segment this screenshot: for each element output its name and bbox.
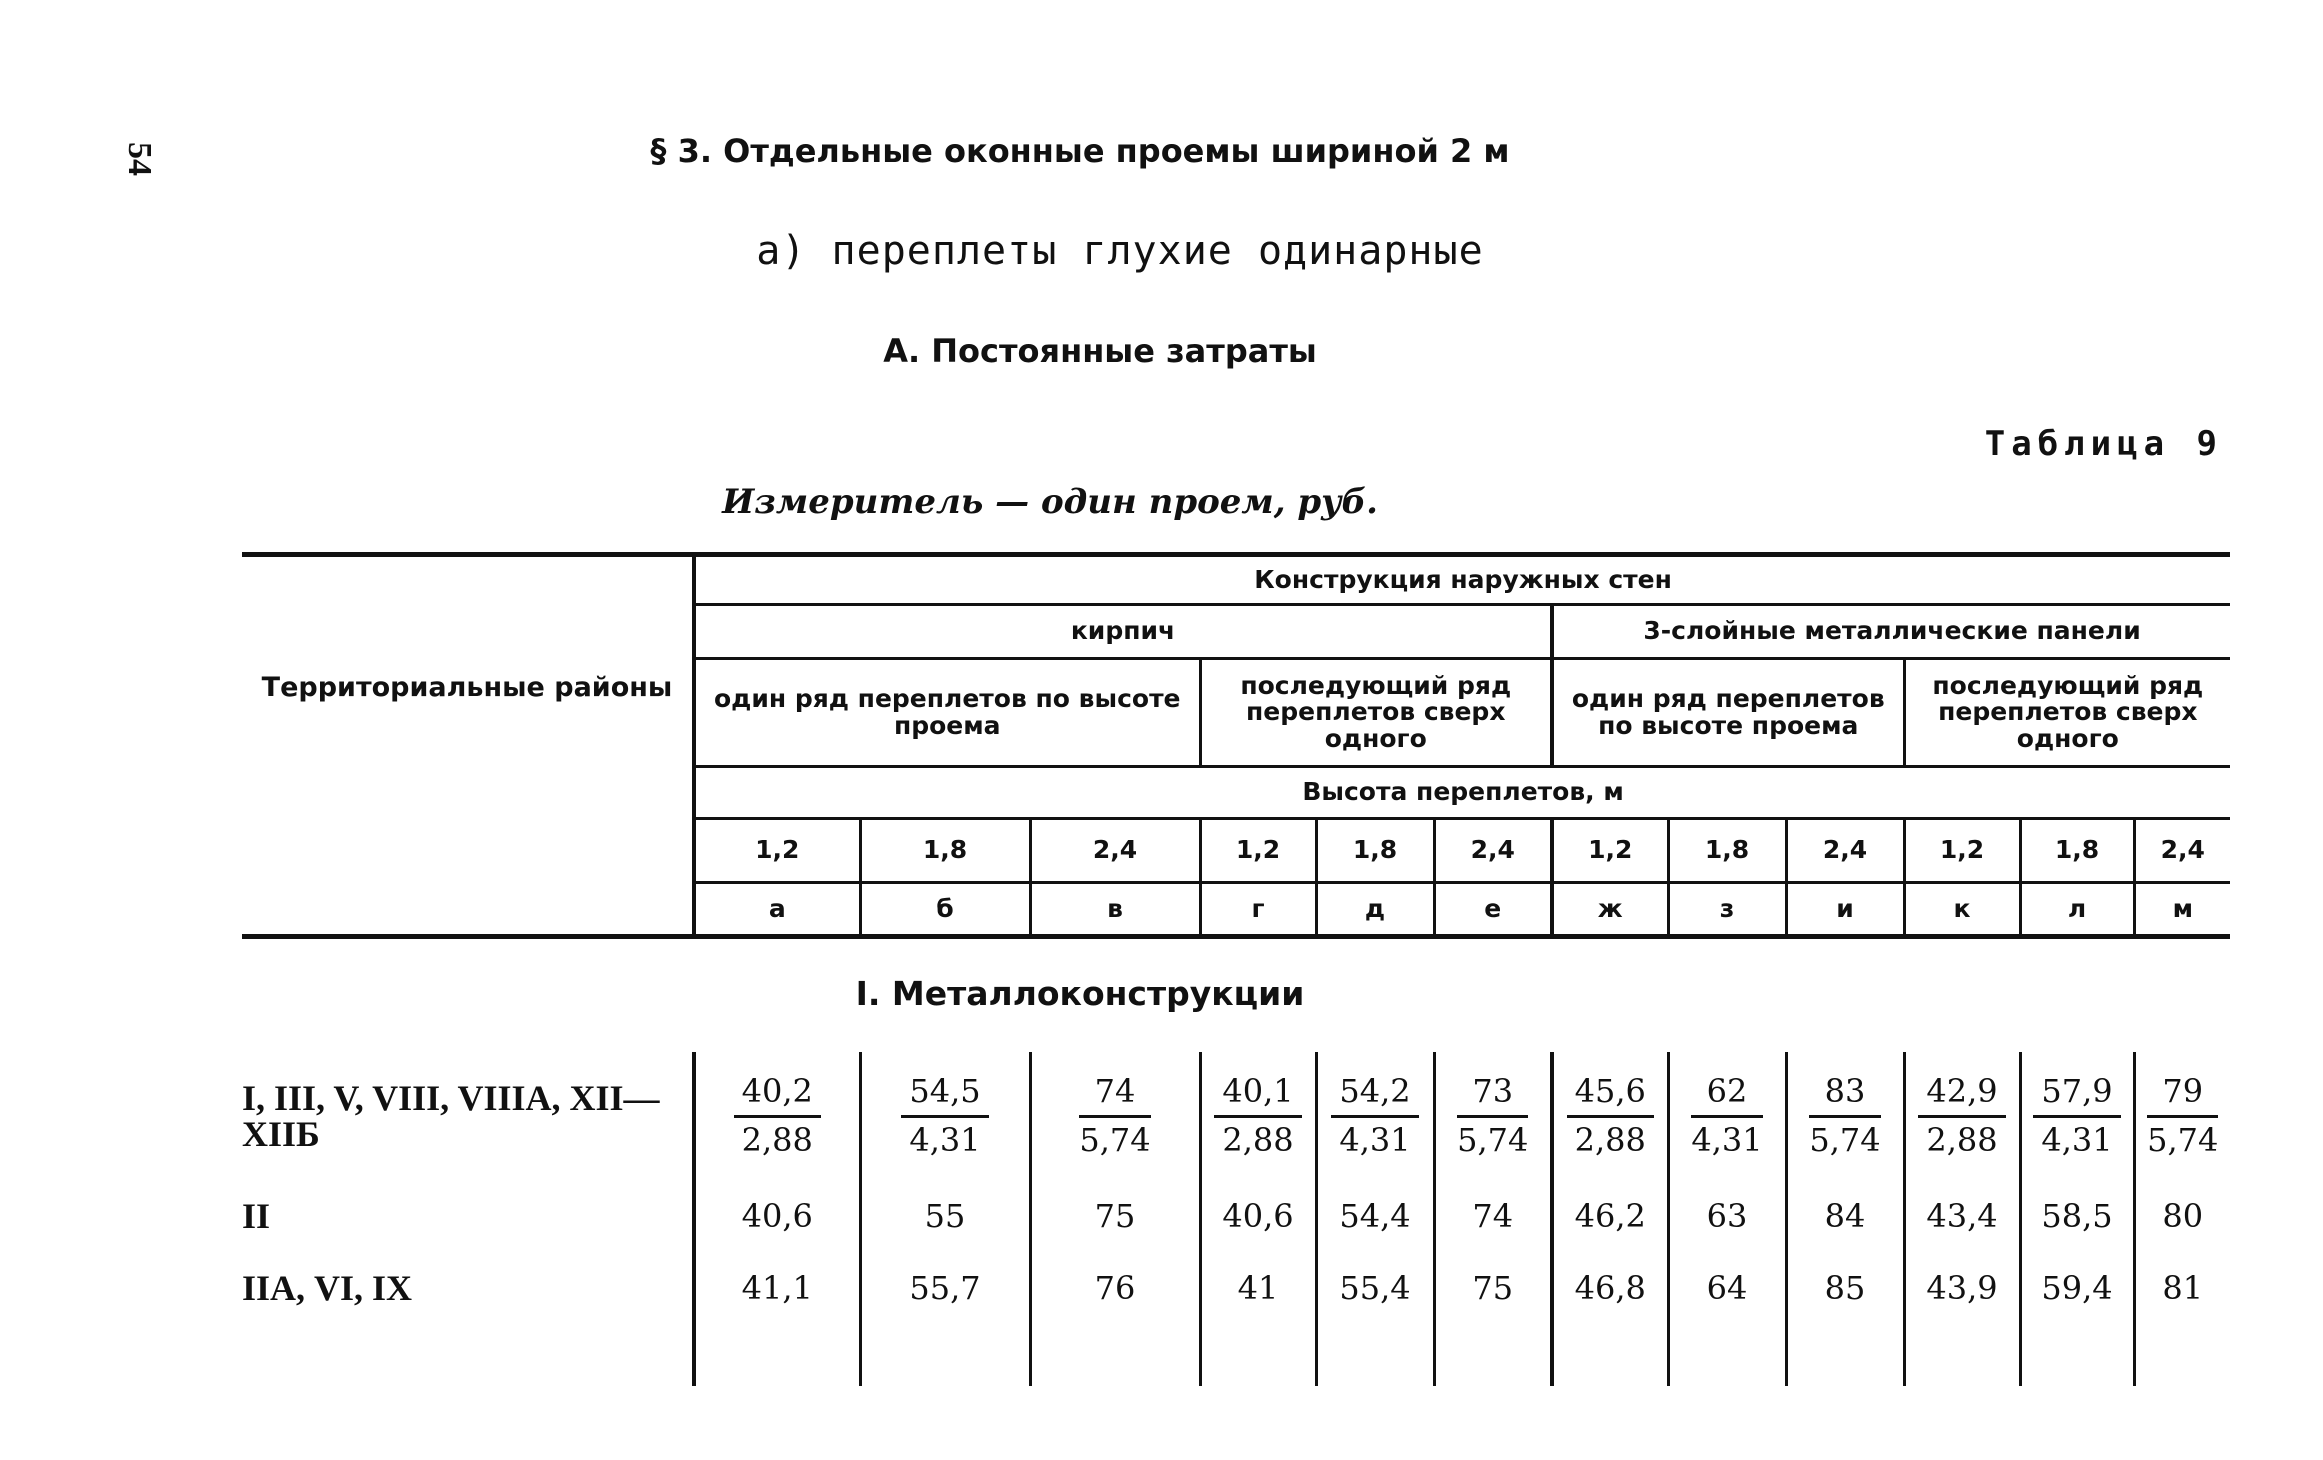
- value-cell: 46,8: [1552, 1252, 1668, 1324]
- letter-col-e: е: [1434, 883, 1552, 937]
- row-label: IIА, VI, IX: [242, 1252, 694, 1324]
- height-col-v: 2,4: [1030, 819, 1200, 883]
- value-cell: 75: [1030, 1180, 1200, 1252]
- value-cell: 55,4: [1316, 1252, 1434, 1324]
- value-cell: 40,6: [694, 1180, 860, 1252]
- letter-col-l: л: [2020, 883, 2134, 937]
- letter-col-z: з: [1668, 883, 1786, 937]
- letter-col-d: д: [1316, 883, 1434, 937]
- header-brick-next-row: последующий ряд переплетов сверх одного: [1200, 659, 1552, 767]
- height-col-e: 2,4: [1434, 819, 1552, 883]
- value-cell: 75: [1434, 1252, 1552, 1324]
- value-cell: 41,1: [694, 1252, 860, 1324]
- value-cell: 41: [1200, 1252, 1316, 1324]
- value-cell: 59,4: [2020, 1252, 2134, 1324]
- fraction-cell: $\frac{57,9}{4,31}$: [2033, 1073, 2120, 1160]
- height-col-m: 2,4: [2134, 819, 2230, 883]
- fraction-cell: $\frac{40,1}{2,88}$: [1214, 1073, 1301, 1160]
- fraction-cell: $\frac{54,5}{4,31}$: [901, 1073, 988, 1160]
- height-col-z: 1,8: [1668, 819, 1786, 883]
- header-panels: 3-слойные металлические панели: [1552, 605, 2230, 659]
- fraction-cell: $\frac{73}{5,74}$: [1457, 1071, 1529, 1159]
- fraction-cell: $\frac{42,9}{2,88}$: [1918, 1073, 2005, 1160]
- value-cell: 55,7: [860, 1252, 1030, 1324]
- value-cell: 84: [1786, 1180, 1904, 1252]
- value-cell: 46,2: [1552, 1180, 1668, 1252]
- table-number: Таблица 9: [1984, 424, 2223, 464]
- letter-col-i: и: [1786, 883, 1904, 937]
- header-panels-next-row: последующий ряд переплетов сверх одного: [1904, 659, 2230, 767]
- letter-col-g: г: [1200, 883, 1316, 937]
- value-cell: 85: [1786, 1252, 1904, 1324]
- row-label: II: [242, 1180, 694, 1252]
- row-label: I, III, V, VIII, VIIIА, XII—XIIБ: [242, 1052, 694, 1180]
- height-col-k: 1,2: [1904, 819, 2020, 883]
- value-cell: 81: [2162, 1269, 2204, 1307]
- part-title: А. Постоянные затраты: [883, 332, 1317, 370]
- subsection-title: а) переплеты глухие одинарные: [756, 228, 1484, 274]
- fraction-cell: $\frac{54,2}{4,31}$: [1331, 1073, 1418, 1160]
- height-col-i: 2,4: [1786, 819, 1904, 883]
- table-row: [242, 1180, 2230, 1252]
- table-units: Измеритель — один проем, руб.: [722, 482, 1378, 522]
- value-cell: 64: [1668, 1252, 1786, 1324]
- value-cell: 63: [1668, 1180, 1786, 1252]
- table-row-spacer: [242, 1324, 2230, 1386]
- page-number: 54: [121, 142, 158, 176]
- table-header: [242, 552, 2230, 939]
- letter-col-a: а: [694, 883, 860, 937]
- height-col-a: 1,2: [694, 819, 860, 883]
- height-col-g: 1,2: [1200, 819, 1316, 883]
- letter-col-b: б: [860, 883, 1030, 937]
- height-col-zh: 1,2: [1552, 819, 1668, 883]
- fraction-cell: $\frac{79}{5,74}$: [2147, 1071, 2219, 1159]
- value-cell: 43,9: [1904, 1252, 2020, 1324]
- letter-col-k: к: [1904, 883, 2020, 937]
- letter-col-m: м: [2134, 883, 2230, 937]
- section-1-title: I. Металлоконструкции: [855, 974, 1305, 1013]
- table-row: [242, 1052, 2230, 1180]
- value-cell: 54,4: [1316, 1180, 1434, 1252]
- fraction-cell: $\frac{83}{5,74}$: [1809, 1071, 1881, 1159]
- height-col-b: 1,8: [860, 819, 1030, 883]
- value-cell: 76: [1030, 1252, 1200, 1324]
- fraction-cell: $\frac{62}{4,31}$: [1691, 1071, 1763, 1159]
- height-col-d: 1,8: [1316, 819, 1434, 883]
- header-brick-one-row: один ряд переплетов по высоте проема: [694, 659, 1200, 767]
- value-cell: 58,5: [2020, 1180, 2134, 1252]
- header-panels-one-row: один ряд переплетов по высоте проема: [1552, 659, 1904, 767]
- fraction-cell: $\frac{74}{5,74}$: [1079, 1071, 1151, 1159]
- value-cell: 74: [1434, 1180, 1552, 1252]
- fraction-cell: $\frac{40,2}{2,88}$: [734, 1073, 821, 1160]
- value-cell: 80: [2162, 1197, 2204, 1235]
- height-col-l: 1,8: [2020, 819, 2134, 883]
- header-height: Высота переплетов, м: [694, 767, 2230, 819]
- value-cell: 43,4: [1904, 1180, 2020, 1252]
- fraction-cell: $\frac{45,6}{2,88}$: [1567, 1073, 1654, 1160]
- header-construction: Конструкция наружных стен: [1254, 564, 1672, 594]
- value-cell: 40,6: [1200, 1180, 1316, 1252]
- value-cell: 55: [860, 1180, 1030, 1252]
- section-title: § 3. Отдельные оконные проемы шириной 2 м: [650, 132, 1510, 170]
- table-row: [242, 1252, 2230, 1324]
- header-brick: кирпич: [694, 605, 1552, 659]
- table-body: [242, 1052, 2230, 1386]
- letter-col-v: в: [1030, 883, 1200, 937]
- letter-col-zh: ж: [1552, 883, 1668, 937]
- header-row-label: Территориальные районы: [242, 555, 694, 819]
